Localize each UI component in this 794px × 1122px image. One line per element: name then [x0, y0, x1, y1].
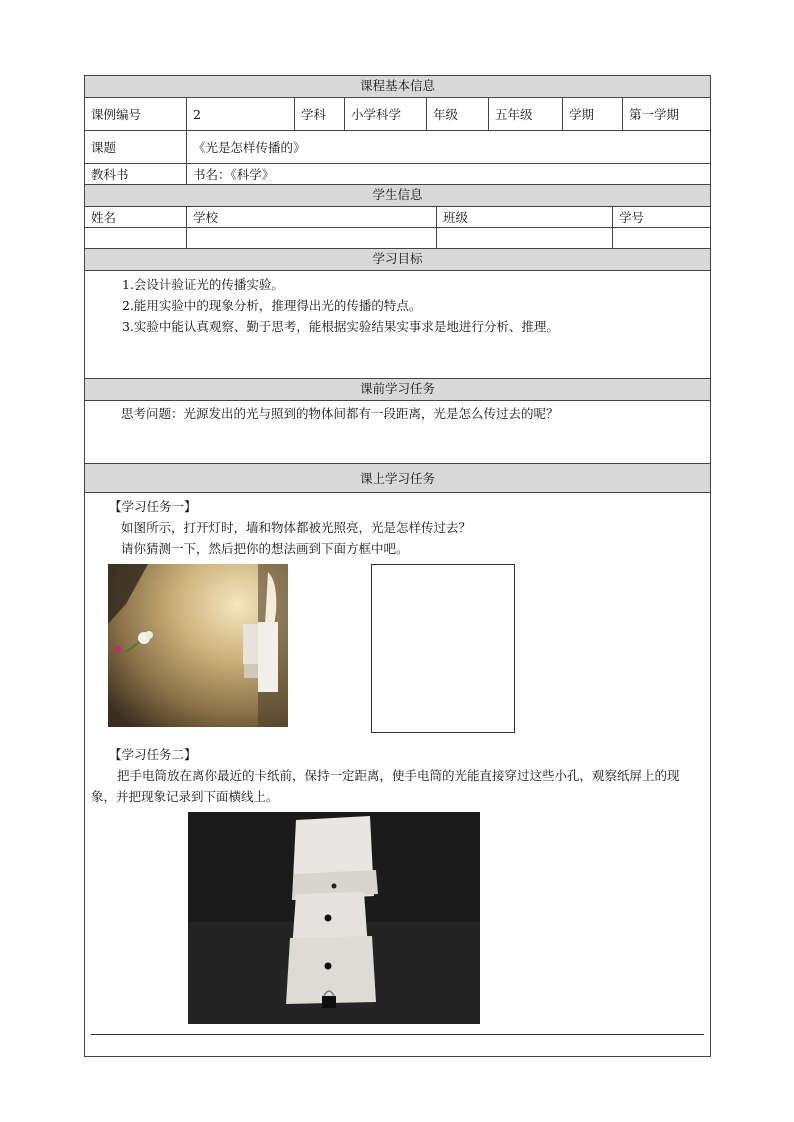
basic-info-header-text: 课程基本信息 [359, 78, 435, 93]
student-school-field[interactable] [187, 228, 437, 248]
student-info-labels [85, 207, 710, 228]
answer-line[interactable] [91, 1034, 704, 1035]
objective-item: 3.实验中能认真观察、勤于思考，能根据实验结果实事求是地进行分析、推理。 [122, 319, 559, 334]
case-no-value: 2 [187, 98, 295, 130]
student-info-header-text: 学生信息 [372, 187, 423, 202]
basic-info-header [85, 76, 710, 98]
drawing-answer-box[interactable] [371, 564, 515, 733]
task1-title: 【学习任务一】 [109, 499, 197, 514]
task1-line1: 如图所示，打开灯时，墙和物体都被光照亮，光是怎样传过去？ [121, 520, 472, 535]
task2-title: 【学习任务二】 [109, 747, 197, 762]
objectives-header-text: 学习目标 [372, 251, 423, 266]
in-class-body [85, 493, 710, 1056]
pre-class-body [85, 401, 710, 464]
student-name-field[interactable] [85, 228, 187, 248]
lamp-photo [108, 564, 288, 727]
lamp-photo-svg [108, 564, 288, 727]
topic-row [85, 131, 710, 164]
in-class-header-text: 课上学习任务 [359, 471, 435, 486]
task2-text: 把手电筒放在离你最近的卡纸前，保持一定距离，使手电筒的光能直接穿过这些小孔，观察纸屏上的现象，并把现象记录到下面横线上。 [91, 768, 680, 804]
textbook-row [85, 164, 710, 185]
student-school-label: 学校 [187, 207, 437, 227]
term-value: 第一学期 [629, 107, 680, 122]
student-info-header [85, 185, 710, 207]
cards-photo-svg [188, 812, 480, 1024]
grade-value: 五年级 [489, 98, 563, 130]
subject-label: 学科 [295, 98, 345, 130]
textbook-label: 教科书 [85, 164, 187, 184]
pre-class-question: 思考问题：光源发出的光与照到的物体间都有一段距离，光是怎么传过去的呢？ [121, 406, 559, 421]
in-class-header [85, 464, 710, 493]
objectives-body [85, 271, 710, 379]
student-id-field[interactable] [613, 228, 710, 248]
student-info-fill-row [85, 228, 710, 249]
case-no-label: 课例编号 [85, 98, 187, 130]
textbook-value: 书名：《科学》 [193, 167, 275, 182]
student-class-label: 班级 [437, 207, 613, 227]
pre-class-header-text: 课前学习任务 [359, 381, 435, 396]
student-class-field[interactable] [437, 228, 613, 248]
term-label: 学期 [563, 98, 623, 130]
task1-line2: 请你猜测一下，然后把你的想法画到下面方框中吧。 [121, 541, 409, 556]
student-id-label: 学号 [619, 210, 645, 225]
objective-item: 1.会设计验证光的传播实验。 [122, 277, 284, 292]
cards-photo [188, 812, 480, 1024]
topic-label: 课题 [85, 131, 187, 163]
subject-value: 小学科学 [345, 98, 427, 130]
objective-item: 2.能用实验中的现象分析，推理得出光的传播的特点。 [122, 298, 422, 313]
worksheet-table [84, 75, 711, 1057]
student-name-label: 姓名 [85, 207, 187, 227]
basic-info-row [85, 98, 710, 131]
grade-label: 年级 [427, 98, 489, 130]
objectives-header [85, 249, 710, 271]
topic-value: 《光是怎样传播的》 [193, 140, 306, 155]
pre-class-header [85, 379, 710, 401]
